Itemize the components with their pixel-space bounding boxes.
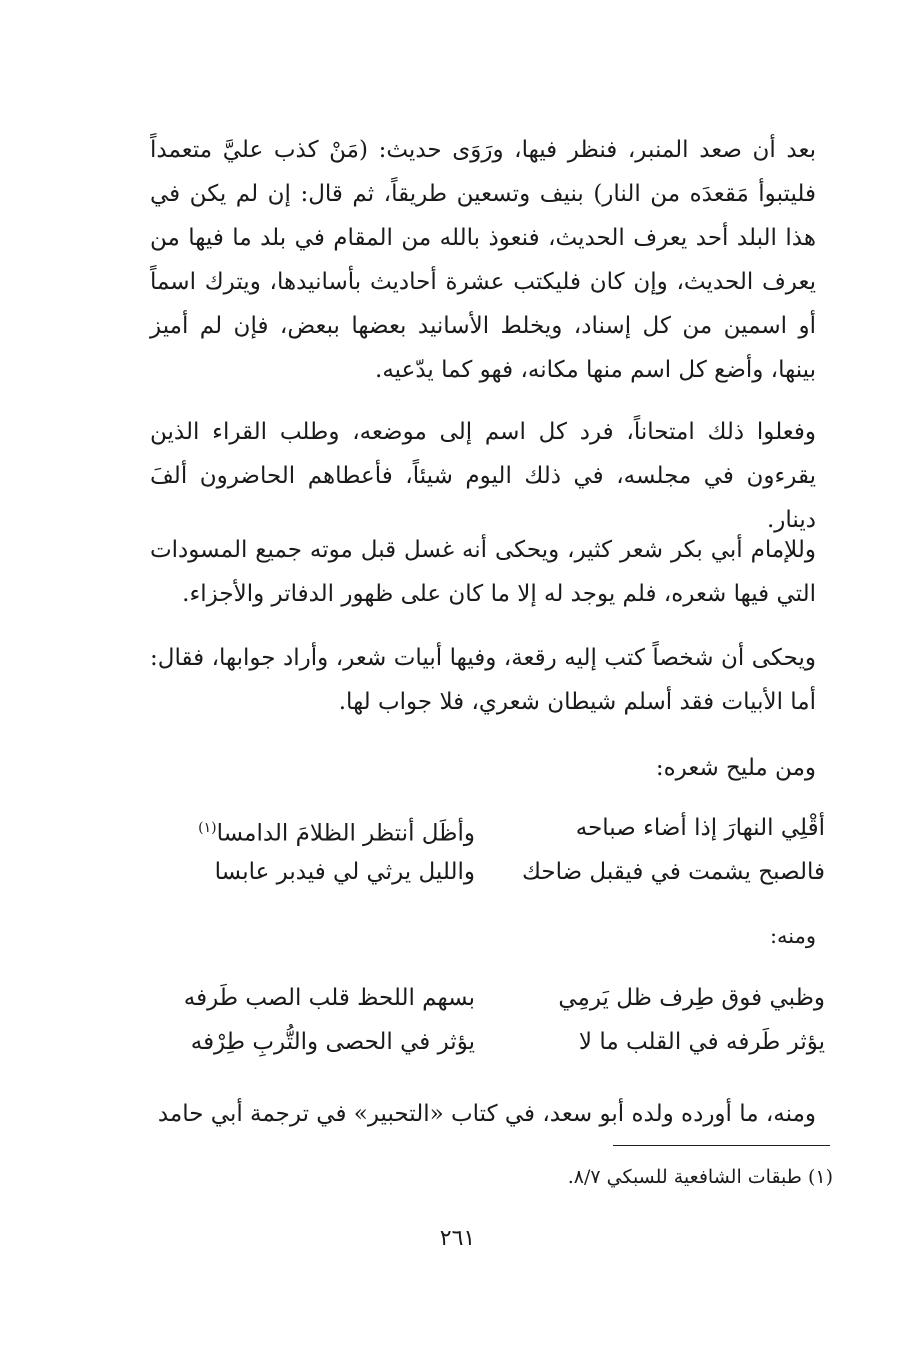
poem-2-verse-2-second: يؤثر في الحصى والتُّربِ طِرْفه (190, 1029, 475, 1055)
paragraph-wa-minhu: ومنه: (769, 924, 816, 948)
paragraph-test: وفعلوا ذلك امتحاناً، فرد كل اسم إلى موضعه، وطلب القراء الذين يقرءون في مجلسه، في ذلك اليوم شيئاً، فأعطاهم الحاضرون ألفَ دينار. (150, 419, 816, 533)
paragraph-tahbir: ومنه، ما أورده ولده أبو سعد، في كتاب «التحبير» في ترجمة أبي حامد (157, 1101, 816, 1127)
footnote-marker: (١) (198, 820, 217, 836)
poem-2-verse-1-second: بسهم اللحظ قلب الصب طَرفه (183, 985, 475, 1011)
poem-1-verse-1-first: أقْلِي النهارَ إذا أضاء صباحه (575, 815, 825, 841)
paragraph-poetry-drafts: وللإمام أبي بكر شعر كثير، ويحكى أنه غسل قبل موته جميع المسودات التي فيها شعره، فلم يوجد له إلا ما كان على ظهور الدفاتر والأجزاء. (150, 537, 816, 607)
poem-2-verse-2-first: يؤثر طَرفه في القلب ما لا (578, 1029, 825, 1055)
paragraph-hadith: بعد أن صعد المنبر، فنظر فيها، ورَوَى حديث: (مَنْ كذب عليَّ متعمداً فليتبوأ مَقعدَه من النار) بنيف وتسعين طريقاً، ثم قال: إن لم يكن في هذا البلد أحد يعرف الحديث، فنعوذ بالله من المقام في بلد ما فيها من يعرف الحديث، وإن كان فليكتب عشرة أحاديث بأسانيدها، ويترك اسماً أو اسمين من كل إسناد، ويخلط الأسانيد بعضها ببعض، فإن لم أميز بينها، وأضع كل اسم منها مكانه، فهو كما يدّعيه. (150, 137, 816, 383)
footnote-divider (613, 1145, 830, 1146)
poem-1-verse-1-second (198, 806, 475, 856)
footnote: (١) طبقات الشافعية للسبكي ٨/٧. (567, 1166, 833, 1188)
poem-2-verse-1-first: وظبي فوق طِرف ظل يَرمِي (558, 985, 825, 1011)
paragraph-letter: ويحكى أن شخصاً كتب إليه رقعة، وفيها أبيات شعر، وأراد جوابها، فقال: أما الأبيات فقد أسلم شيطان شعري، فلا جواب لها. (150, 645, 816, 715)
paragraph-poetry-intro: ومن مليح شعره: (655, 755, 816, 781)
page-number: ٢٦١ (439, 1226, 476, 1251)
poem-1-verse-2-second: والليل يرثي لي فيدبر عابسا (214, 859, 475, 885)
poem-1-verse-2-first: فالصبح يشمت في فيقبل ضاحك (521, 859, 825, 885)
verse-text: وأظَل أنتظر الظلامَ الدامسا (216, 820, 475, 847)
